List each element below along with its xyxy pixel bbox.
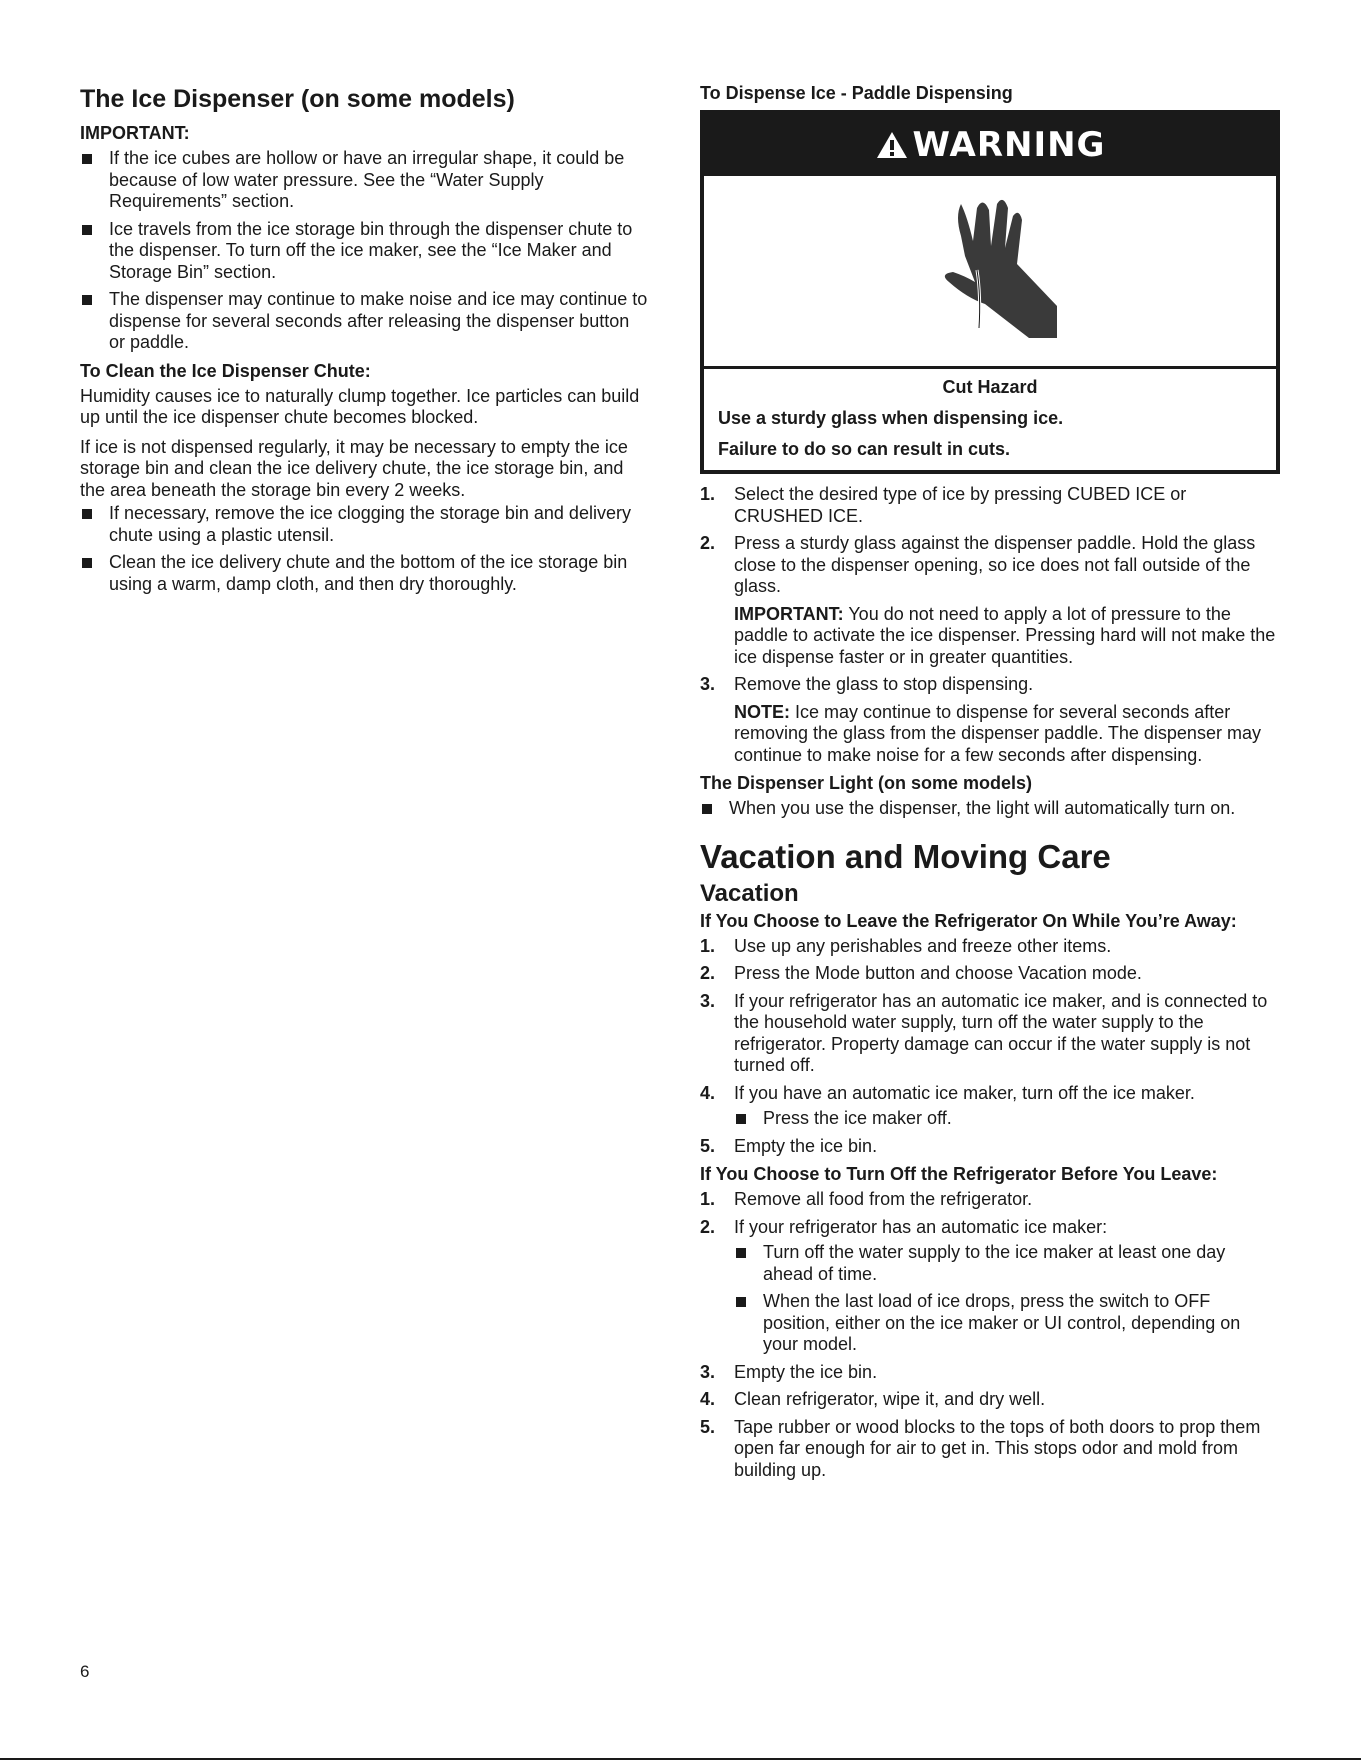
list-item: 1. Use up any perishables and freeze other items. xyxy=(700,935,1112,956)
list-item: 4. Clean refrigerator, wipe it, and dry well. xyxy=(700,1389,1046,1409)
square-bullet-icon xyxy=(82,154,92,164)
section-title-ice-dispenser: The Ice Dispenser (on some models) xyxy=(80,85,515,113)
list-item: 2. Press a sturdy glass against the dispenser paddle. Hold the glass close to the dispenser opening, so ice does not fall outside of the glass. IMPORTANT: You do not need to apply a lot of pressure to the paddle to activate the ice dispenser. Pressing hard will not make the ice dispense faster or in greater quantities. xyxy=(700,533,1280,668)
square-bullet-icon xyxy=(82,509,92,519)
list-item: 3. Remove the glass to stop dispensing. NOTE: Ice may continue to dispense for several seconds after removing the glass from the dispenser paddle. The dispenser may continue to make noise for a few seconds after dispensing. xyxy=(700,674,1280,766)
important-note: IMPORTANT: You do not need to apply a lot of pressure to the paddle to activate the ice dispenser. Pressing hard will not make the ice dispense faster or in greater quantities. xyxy=(734,603,1276,667)
square-bullet-icon xyxy=(702,804,712,814)
warning-body xyxy=(704,369,1276,470)
cut-hazard-image xyxy=(704,176,1276,369)
clean-paragraph-1: Humidity causes ice to naturally clump together. Ice particles can build up until the ice dispenser chute becomes blocked. xyxy=(80,385,640,427)
warning-line-1: Use a sturdy glass when dispensing ice. xyxy=(718,408,1064,428)
cut-hazard-hand-icon xyxy=(905,186,1075,356)
list-item: The dispenser may continue to make noise and ice may continue to dispense for several seconds after releasing the dispenser button or paddle. xyxy=(80,289,650,354)
list-item: When the last load of ice drops, press the switch to OFF position, either on the ice maker or UI control, depending on your model. xyxy=(734,1291,1280,1356)
right-column xyxy=(700,82,1280,1487)
note: NOTE: Ice may continue to dispense for several seconds after removing the glass from the dispenser paddle. The dispenser may continue to make noise for a few seconds after dispensing. xyxy=(734,701,1261,765)
bottom-divider xyxy=(0,1758,1361,1760)
vacation-moving-title: Vacation and Moving Care xyxy=(700,837,1111,875)
leave-on-heading: If You Choose to Leave the Refrigerator On While You’re Away: xyxy=(700,910,1237,931)
turn-off-heading: If You Choose to Turn Off the Refrigerator Before You Leave: xyxy=(700,1164,1218,1184)
dispenser-light-heading: The Dispenser Light (on some models) xyxy=(700,773,1033,793)
warning-box xyxy=(700,110,1280,474)
hazard-title: Cut Hazard xyxy=(942,377,1038,397)
warning-title: WARNING xyxy=(912,125,1106,165)
list-item: 5. Tape rubber or wood blocks to the tops of both doors to prop them open far enough for air to get in. This stops odor and mold from building up. xyxy=(700,1416,1261,1480)
list-item: Clean the ice delivery chute and the bottom of the ice storage bin using a warm, damp cloth, and then dry thoroughly. xyxy=(80,552,650,595)
square-bullet-icon xyxy=(82,295,92,305)
list-item: When you use the dispenser, the light will automatically turn on. xyxy=(700,798,1280,820)
list-item: Press the ice maker off. xyxy=(734,1108,1280,1130)
dispense-heading: To Dispense Ice - Paddle Dispensing xyxy=(700,83,1013,103)
square-bullet-icon xyxy=(736,1297,746,1307)
list-item: Ice travels from the ice storage bin through the dispenser chute to the dispenser. To turn off the ice maker, see the “Ice Maker and Storage Bin” section. xyxy=(80,219,650,284)
warning-triangle-icon xyxy=(875,130,909,160)
warning-header xyxy=(704,114,1276,176)
list-item: If the ice cubes are hollow or have an irregular shape, it could be because of low water pressure. See the “Water Supply Requirements” section. xyxy=(80,148,650,213)
square-bullet-icon xyxy=(82,225,92,235)
list-item: 1. Select the desired type of ice by pressing CUBED ICE or CRUSHED ICE. xyxy=(700,484,1187,526)
left-column xyxy=(80,82,650,601)
page-number: 6 xyxy=(80,1662,90,1681)
list-item: Turn off the water supply to the ice maker at least one day ahead of time. xyxy=(734,1242,1280,1285)
light-list xyxy=(700,798,1280,820)
clean-chute-heading: To Clean the Ice Dispenser Chute: xyxy=(80,360,371,381)
list-item: 3. Empty the ice bin. xyxy=(700,1361,878,1382)
square-bullet-icon xyxy=(736,1114,746,1124)
list-item: If necessary, remove the ice clogging the storage bin and delivery chute using a plastic utensil. xyxy=(80,503,650,546)
square-bullet-icon xyxy=(82,558,92,568)
square-bullet-icon xyxy=(736,1248,746,1258)
warning-line-2: Failure to do so can result in cuts. xyxy=(718,439,1011,459)
dispense-steps xyxy=(700,484,1280,766)
list-item: 2. Press the Mode button and choose Vacation mode. xyxy=(700,963,1142,983)
list-item: 5. Empty the ice bin. xyxy=(700,1135,878,1156)
turn-off-steps xyxy=(700,1189,1280,1481)
list-item: 2. If your refrigerator has an automatic ice maker: Turn off the water supply to the ice maker at least one day ahead of time. When the last load of ice drops, press the switch to OFF position, either on the ice maker or UI control, depending on your model. xyxy=(700,1217,1280,1356)
leave-on-steps xyxy=(700,936,1280,1158)
clean-paragraph-2: If ice is not dispensed regularly, it may be necessary to empty the ice storage bin and clean the ice delivery chute, the ice storage bin, and the area beneath the storage bin every 2 weeks. xyxy=(80,436,628,500)
list-item: 3. If your refrigerator has an automatic ice maker, and is connected to the household water supply, turn off the water supply to the refrigerator. Property damage can occur if the water supply is not turned off. xyxy=(700,990,1268,1075)
list-item: 4. If you have an automatic ice maker, turn off the ice maker. Press the ice maker off. xyxy=(700,1083,1280,1130)
vacation-subtitle: Vacation xyxy=(700,879,799,907)
important-list xyxy=(80,148,650,354)
clean-list xyxy=(80,503,650,595)
list-item: 1. Remove all food from the refrigerator. xyxy=(700,1189,1033,1209)
important-label: IMPORTANT: xyxy=(80,123,190,143)
